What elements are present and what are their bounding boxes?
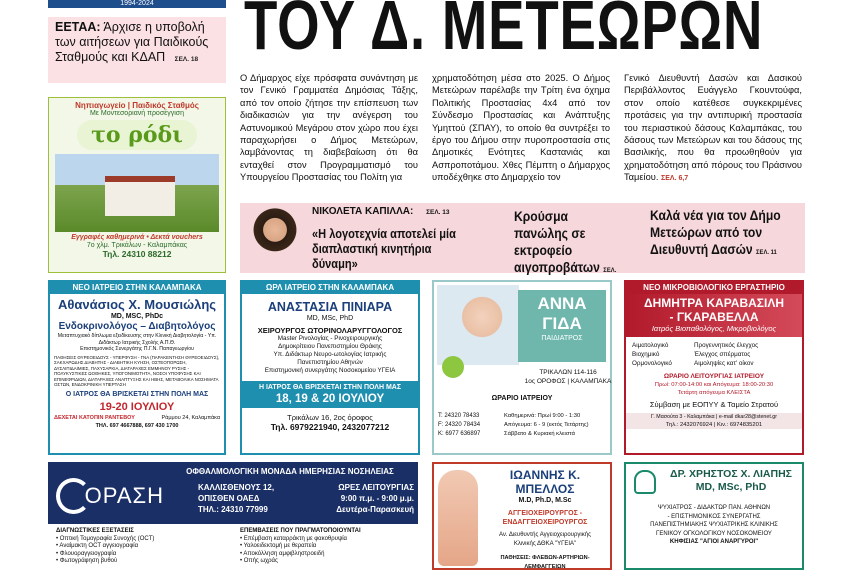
mousiolis-specialty: Ενδοκρινολόγος – Διαβητολόγος (58, 321, 216, 332)
mousiolis-ad[interactable] (48, 280, 226, 455)
karavasili-phone: Τηλ.: 2432076924 | Κιν.: 6974835201 (626, 421, 802, 429)
karavasili-address: Γ. Μασούτα 3 - Καλαμπάκα | e-mail dkar28@stenet.gr (626, 413, 802, 421)
orasi-contact (198, 482, 274, 515)
orasi-diag-3: • Φλουοραγγειογραφία (56, 550, 117, 557)
piniara-line-1: Master Ρινολογίας - Ρινοχειρουργικής (277, 335, 383, 342)
quote-name-text: ΝΙΚΟΛΕΤΑ ΚΑΠΙΛΛΑ: (312, 206, 414, 217)
article-col-3 (624, 72, 802, 186)
liapis-line-3: ΠΑΝΕΠΙΣΤΗΜΙΑΚΗΣ ΨΥΧΙΑΤΡΙΚΗΣ ΚΛΙΝΙΚΗΣ (650, 522, 778, 528)
mousiolis-notice: Ο ΙΑΤΡΟΣ ΘΑ ΒΡΙΣΚΕΤΑΙ ΣΤΗΝ ΠΟΛΗ ΜΑΣ (65, 391, 209, 399)
piniara-phone: Τηλ. 6979221940, 2432077212 (270, 422, 390, 432)
torodi-subheader: Με Μοντεσοριανή προσέγγιση (89, 110, 185, 117)
karavasili-name-band (626, 294, 802, 337)
torodi-ad[interactable] (48, 97, 226, 273)
liapis-ad[interactable] (624, 462, 804, 570)
torodi-header: Νηπιαγωγείο | Παιδικός Σταθμός (75, 101, 199, 110)
gida-name-box (518, 290, 606, 362)
gida-contacts (438, 412, 500, 439)
karavasili-services-col-2 (694, 341, 758, 368)
eetaa-teaser[interactable] (48, 17, 226, 83)
orasi-diagnostics (56, 528, 154, 566)
gida-name-1: ΑΝΝΑ (537, 294, 587, 313)
head-icon (634, 470, 656, 494)
liapis-header (660, 468, 802, 494)
karavasili-service-5: Έλεγχος σπέρματος (694, 351, 751, 358)
leaf-icon (442, 356, 464, 378)
quote-text[interactable]: «Η λογοτεχνία αποτελεί μία διαπλαστική κινητήρια δύναμη» (312, 226, 456, 271)
liapis-details (626, 504, 802, 547)
orasi-address-1: ΚΑΛΛΙΣΘΕΝΟΥΣ 12, (198, 483, 275, 492)
gida-fax: F: 24320 78434 (438, 422, 481, 428)
orasi-brand: ΟΡΑΣΗ (84, 483, 164, 508)
masthead-years: 1994-2024 (48, 0, 226, 8)
orasi-diag-title: ΔΙΑΓΝΩΣΤΙΚΕΣ ΕΞΕΤΑΣΕΙΣ (56, 528, 134, 534)
orasi-diag-2: • Αναίμακτη OCT αγγειογραφία (56, 543, 139, 549)
article-col-1: Ο Δήμαρχος είχε πρόσφατα συνάντηση με τον Γενικό Γραμματέα Δημόσιας Τάξης, από τον οποίο ζήτησε την επίσπευση των διαδικασιών για την ανέγερση του Αστυνομικού Μεγάρου στον χώρο που έχει παραχωρήσει ο Δήμος Μετεώρων, λαμβάνοντας τη διαβεβαίωση ότι θα ενταχθεί στον Προγραμματισμό του Υπουργείου Προστασίας του Πολίτη για (240, 73, 418, 183)
liapis-name: ΔΡ. ΧΡΗΣΤΟΣ Χ. ΛΙΑΠΗΣ (670, 468, 792, 480)
karavasili-name-2: - ΓΚΑΡΑΒΕΛΛΑ (669, 310, 759, 324)
liapis-line-2: - ΕΠΙΣΤΗΜΟΝΙΚΟΣ ΣΥΝΕΡΓΑΤΗΣ (667, 513, 761, 520)
orasi-op-2: • Υαλοειδεκτομή με θεραπεία (240, 543, 317, 549)
orasi-op-1: • Επέμβαση καταρράκτη με φακοθρυψία (240, 535, 348, 542)
gida-hours-3: Σάββατο & Κυριακή κλειστά (504, 431, 575, 437)
piniara-line-5: Επιστημονική συνεργάτης Νοσοκομείου ΥΓΕΙΑ (264, 367, 396, 374)
gida-name-2: ΓΙΔΑ (542, 314, 582, 333)
article-page-ref: ΣΕΛ. 6,7 (661, 175, 689, 183)
mousiolis-title: ΝΕΟ ΙΑΤΡΕΙΟ ΣΤΗΝ ΚΑΛΑΜΠΑΚΑ (50, 282, 224, 294)
main-headline: ΤΟΥ Δ. ΜΕΤΕΩΡΩΝ (244, 0, 764, 64)
gida-specialty: ΠΑΙΔΙΑΤΡΟΣ (541, 335, 583, 342)
mousiolis-line-2: Επιστημονικός Συνεργάτης Π.Γ.Ν. Παπαγεωργίου (80, 346, 194, 352)
orasi-days: Δευτέρα-Παρασκευή (336, 505, 414, 514)
karavasili-services (626, 337, 802, 368)
quote-name (312, 206, 450, 217)
karavasili-service-6: Αιμοληψίες κατ' οίκον (694, 360, 754, 367)
orasi-ad[interactable] (48, 462, 418, 570)
karavasili-service-3: Ορμονολογικό (632, 360, 672, 367)
anatomy-figure (438, 470, 478, 566)
orasi-ops-title: ΕΠΕΜΒΑΣΕΙΣ ΠΟΥ ΠΡΑΓΜΑΤΟΠΟΙΟΥΝΤΑΙ (240, 528, 361, 534)
karavasili-services-col-1 (632, 341, 694, 368)
orasi-op-3: • Αποκόλληση αμφιβληστροειδή (240, 550, 325, 557)
piniara-line-3: Υπ. Διδάκτωρ Νευρο-ωτολογίας Ιατρικής (273, 351, 387, 358)
mousiolis-appt: ΔΕΧΕΤΑΙ ΚΑΤΟΠΙΝ ΡΑΝΤΕΒΟΥ (54, 415, 135, 422)
karavasili-hours-1: Πρωί: 07:00-14:00 και Απόγευμα: 18:00-20:30 (654, 382, 774, 388)
mpellos-line-3: ΠΑΘΗΣΕΙΣ: ΦΛΕΒΩΝ-ΑΡΤΗΡΙΩΝ-ΛΕΜΦΑΓΓΕΙΩΝ (500, 555, 590, 570)
piniara-line-4: Πανεπιστημίου Αθηνών (297, 359, 363, 366)
orasi-address-2: ΟΠΙΣΘΕΝ ΟΑΕΔ (198, 494, 260, 503)
quote-page-ref: ΣΕΛ. 13 (426, 209, 450, 216)
piniara-notice: Η ΙΑΤΡΟΣ ΘΑ ΒΡΙΣΚΕΤΑΙ ΣΤΗΝ ΠΟΛΗ ΜΑΣ (258, 384, 402, 391)
gida-address-1: ΤΡΙΚΑΛΩΝ 114-116 (539, 369, 597, 376)
karavasili-service-4: Προγεννητικός έλεγχος (694, 342, 759, 349)
piniara-notice-band (242, 381, 418, 408)
karavasili-contract: Σύμβαση με ΕΟΠΥΥ & Ταμείο Στρατού (649, 400, 779, 409)
gida-hours (504, 412, 608, 439)
liapis-line-1: ΨΥΧΙΑΤΡΟΣ - ΔΙΔΑΚΤΩΡ ΠΑΝ. ΑΘΗΝΩΝ (657, 505, 771, 511)
mousiolis-line-3: ΠΑΘΗΣΕΙΣ ΘΥΡΕΟΕΙΔΟΥΣ - ΥΠΕΡΦΥΣΗ - ΓΝΑ (ΠΑΡΑΚΕΝΤΗΣΗ ΘΥΡΕΟΕΙΔΟΥΣ), ΣΑΚΧΑΡΩΔΗΣ ΔΙΑΒΗΤΗΣ - ΔΙΑΒΗΤΙΚΗ ΚΥΗΣΗ, ΟΣΤΕΟΠΟΡΩΣΗ, ΔΥΣΛΙΠΙΔΑΙΜΙΕΣ, ΠΑΧΥΣΑΡΚΙΑ, ΔΙΑΤΑΡΑΧΕΣ ΕΜΜΗΝΟΥ ΡΥΣΗΣ - ΠΟΛΥΚΥΣΤΙΚΕΣ ΩΟΘΗΚΕΣ, ΥΠΟΓΟΝΙΜΟΤΗΤΑ, ΝΟΣΟΙ ΥΠΟΦΥΣΗΣ ΚΑΙ ΕΠΙΝΕΦΡΙΔΙΩΝ, ΔΙΑΤΑΡΑΧΕΣ ΑΝΑΠΤΥΞΗΣ ΚΑΙ ΗΒΗΣ, ΜΕΤΑΒΟΛΙΚΑ ΝΟΣΗΜΑΤΑ ΟΣΤΩΝ, ΕΝΔΟΚΡΙΝΙΚΗ ΥΠΕΡΤΑΣΗ (54, 354, 220, 388)
goodnews-teaser-text: Καλά νέα για τον Δήμο Μετεώρων από τον Διευθυντή Δασών (650, 208, 781, 257)
orasi-operations (240, 528, 361, 566)
torodi-phone: Τηλ. 24310 88212 (102, 249, 172, 259)
gida-hours-1: Καθημερινά: Πρωί 9:00 - 1:30 (504, 413, 581, 419)
gida-mobile: Κ: 6977 636897 (438, 431, 481, 437)
mousiolis-address: Ράμμου 24, Καλαμπάκα (161, 415, 220, 422)
orasi-diag-1: • Οπτική Τομογραφία Συνοχής (OCT) (56, 535, 155, 542)
sheep-page-ref: ΣΕΛ. (603, 267, 617, 274)
goodnews-page-ref: ΣΕΛ. 11 (756, 249, 777, 256)
gida-address-2: 1ος ΟΡΟΦΟΣ | ΚΑΛΑΜΠΑΚΑ (524, 378, 612, 385)
torodi-address: 7ο χλμ. Τρικάλων - Καλαμπάκας (86, 242, 188, 249)
torodi-logo: το ρόδι (77, 120, 197, 150)
piniara-dates: 18, 19 & 20 ΙΟΥΛΙΟΥ (275, 393, 385, 405)
piniara-name: ΑΝΑΣΤΑΣΙΑ ΠΙΝΙΑΡΑ (267, 300, 393, 314)
orasi-hours (326, 482, 414, 515)
orasi-unit: ΟΦΘΑΛΜΟΛΟΓΙΚΗ ΜΟΝΑΔΑ ΗΜΕΡΗΣΙΑΣ ΝΟΣΗΛΕΙΑΣ (186, 467, 394, 476)
mpellos-spec-1: ΑΓΓΕΙΟΧΕΙΡΟΥΡΓΟΣ - (507, 510, 583, 517)
orasi-op-4: • Οπής ωχράς (240, 558, 278, 564)
karavasili-ad[interactable] (624, 280, 804, 455)
liapis-degree: MD, MSc, PhD (695, 481, 767, 493)
orasi-phone: ΤΗΛ.: 24310 77999 (198, 505, 268, 514)
karavasili-specialty: Ιατρός Βιοπαθολόγος, Μικροβιολόγος (651, 324, 777, 333)
karavasili-hours-title: ΩΡΑΡΙΟ ΛΕΙΤΟΥΡΓΙΑΣ ΙΑΤΡΕΙΟΥ (663, 373, 765, 380)
eetaa-page-ref: ΣΕΛ. 18 (174, 56, 199, 63)
mousiolis-dates: 19-20 ΙΟΥΛΙΟΥ (62, 400, 212, 414)
piniara-line-2: Δημοκρίτειου Πανεπιστημίου Θράκης (278, 343, 382, 350)
piniara-degree: MD, MSc, PhD (306, 315, 354, 322)
orasi-hours-value: 9:00 π.μ. - 9:00 μ.μ. (340, 494, 414, 503)
gida-tel: Τ: 24320 78433 (438, 413, 480, 419)
orasi-logo (56, 472, 164, 520)
karavasili-service-1: Αιματολογικό (632, 342, 669, 349)
orasi-diag-4: • Φωτογράφηση βυθού (56, 558, 118, 564)
karavasili-hours-2: Τετάρτη απόγευμα ΚΛΕΙΣΤΑ (677, 390, 751, 396)
piniara-ad[interactable] (240, 280, 420, 455)
piniara-specialty: ΧΕΙΡΟΥΡΓΟΣ ΩΤΟΡΙΝΟΛΑΡΥΓΓΟΛΟΓΟΣ (257, 326, 403, 335)
liapis-line-4: ΓΕΝΙΚΟΥ ΟΓΚΟΛΟΓΙΚΟΥ ΝΟΣΟΚΟΜΕΙΟΥ (656, 530, 772, 537)
eetaa-title: ΕΕΤΑΑ: (55, 20, 101, 34)
gida-hours-2: Απόγευμα: 6 - 9 (εκτός Τετάρτης) (504, 422, 589, 428)
orasi-hours-title: ΩΡΕΣ ΛΕΙΤΟΥΡΓΙΑΣ (338, 483, 414, 492)
goodnews-teaser[interactable] (650, 207, 787, 261)
torodi-photo (55, 154, 219, 232)
gida-ad[interactable] (432, 280, 612, 455)
karavasili-title: ΝΕΟ ΜΙΚΡΟΒΙΟΛΟΓΙΚΟ ΕΡΓΑΣΤΗΡΙΟ (626, 282, 802, 294)
eetaa-text: Άρχισε η υποβολή των αιτήσεων για Παιδικούς Σταθμούς και ΚΔΑΠ (55, 20, 209, 64)
mpellos-spec-2: ΕΝΔΑΓΓΕΙΟΧΕΙΡΟΥΡΓΟΣ (502, 519, 588, 526)
orasi-services (48, 524, 418, 570)
mpellos-name: ΙΩΑΝΝΗΣ Κ. ΜΠΕΛΛΟΣ (509, 468, 581, 496)
kapilla-portrait (243, 204, 307, 272)
mousiolis-phone: ΤΗΛ. 697 4667888, 697 430 1700 (95, 423, 179, 430)
mpellos-text (480, 468, 610, 572)
liapis-line-5: ΚΗΦΙΣΙΑΣ "ΑΓΙΟΙ ΑΝΑΡΓΥΡΟΙ" (669, 539, 759, 545)
mousiolis-footer (50, 415, 224, 422)
karavasili-service-2: Βιοχημικό (632, 351, 660, 358)
mpellos-line-2: Κλινικής ΔΘΚΑ "ΥΓΕΙΑ" (513, 541, 577, 547)
mousiolis-name: Αθανάσιος Χ. Μουσιώλης (57, 297, 217, 312)
torodi-footer: Εγγραφές καθημερινά • Δεκτά vouchers (71, 234, 203, 241)
baby-photo (437, 285, 519, 365)
house-icon (105, 176, 175, 216)
article-col-2: χρηματοδότηση μέσα στο 2025. Ο Δήμος Μετεώρων παρέλαβε την Τρίτη ένα όχημα Πολιτικής Προστασίας 4x4 από τον Σύνδεσμο Προστασίας και Ανάπτυξης Υμηττού (ΣΠΑΥ), το οποίο θα συντρέξει το έργο του Δήμου στην πυροπροστασία στις Δημοτικές Ενότητες Καστανιάς και Ασπροποτάμου. Χθες Πέμπτη ο Δήμαρχος υποδέχθηκε στο Δημαρχείο τον (432, 73, 610, 183)
article-col-3-text: Γενικό Διευθυντή Δασών και Δασικού Περιβάλλοντος Ευάγγελο Γκουντούφα, στον οποίο κατέθεσε συγκεκριμένες προτάσεις για την αντιπυρική προστασία του περιαστικού δάσους Καλαμπάκας, του δάσους των Μετεώρων και του δάσους της Βασιλικής, που θα προωθηθούν για χρηματοδότηση από πόρους του Πράσινου Ταμείου. (624, 73, 802, 183)
mpellos-ad[interactable] (432, 462, 612, 570)
piniara-address: Τρικάλων 16, 2ος όροφος (287, 413, 373, 422)
piniara-title: ΩΡΛ ΙΑΤΡΕΙΟ ΣΤΗΝ ΚΑΛΑΜΠΑΚΑ (242, 282, 418, 294)
mpellos-degree: M.D, Ph.D, M.Sc (518, 497, 572, 504)
karavasili-name-1: ΔΗΜΗΤΡΑ ΚΑΡΑΒΑΣΙΛΗ (643, 296, 785, 310)
main-article (240, 72, 805, 197)
mousiolis-line-1: Μεταπτυχιακό δίπλωμα εξειδίκευσης στην Κλινική Διαβητολογία - Υπ. Διδάκτωρ Ιατρικής Σχολής Α.Π.Θ. (57, 333, 217, 346)
gida-hours-title: ΩΡΑΡΙΟ ΙΑΤΡΕΙΟΥ (491, 395, 553, 402)
sheep-teaser-text: Κρούσμα πανώλης σε εκτροφείο αιγοπροβάτων (514, 209, 600, 275)
mousiolis-degree: MD, MSC, PhDc (110, 313, 164, 320)
mpellos-line-1: Αν. Διευθυντής Αγγειοχειρουργικής (499, 532, 591, 538)
